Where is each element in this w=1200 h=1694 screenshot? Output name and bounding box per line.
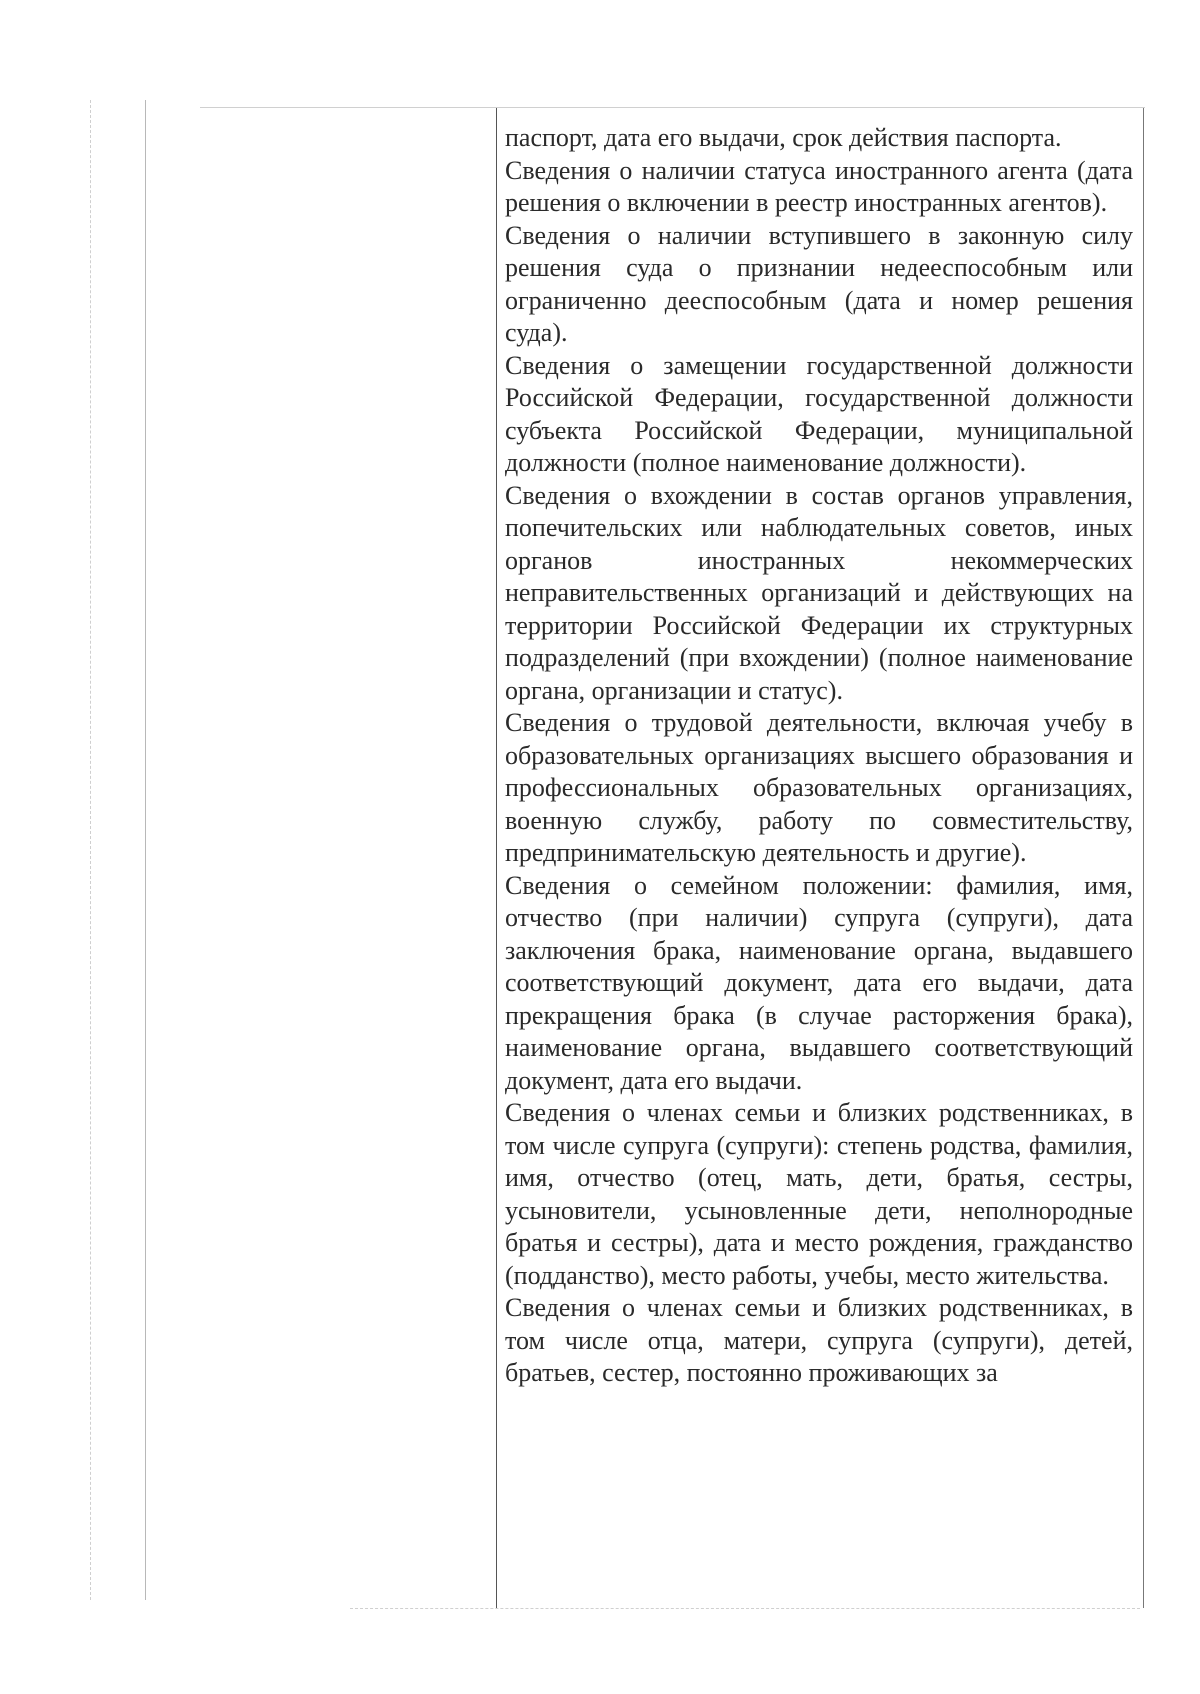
paragraph: Сведения о семейном положении: фамилия, имя, отчество (при наличии) супруга (супруги), дата заключения брака, наименование органа, выдавшего соответствующий документ, дата его выдачи, дата прекращения брака (в случае расторжения брака), наименование органа, выдавшего соответствующий документ, дата его выдачи.	[505, 870, 1133, 1095]
paragraph: Сведения о наличии вступившего в законную силу решения суда о признании недееспособным или ограниченно дееспособным (дата и номер решения суда).	[505, 220, 1133, 347]
table-bottom-border	[350, 1608, 1140, 1609]
paragraph: Сведения о замещении государственной должности Российской Федерации, государственной должности субъекта Российской Федерации, муниципальной должности (полное наименование должности).	[505, 350, 1133, 477]
table-cell	[496, 108, 1144, 1608]
paragraph: Сведения о вхождении в состав органов управления, попечительских или наблюдательных советов, иных органов иностранных некоммерческих неправительственных организаций и действующих на территории Российской Федерации их структурных подразделений (при вхождении) (полное наименование органа, организации и статус).	[505, 480, 1133, 705]
scan-artifact-line	[90, 100, 91, 1600]
paragraph: Сведения о наличии статуса иностранного агента (дата решения о включении в реестр иностранных агентов).	[505, 155, 1133, 217]
paragraph: Сведения о членах семьи и близких родственниках, в том числе отца, матери, супруга (супруги), детей, братьев, сестер, постоянно проживающих за	[505, 1293, 1133, 1387]
scan-artifact-line	[145, 100, 146, 1600]
cell-text	[505, 122, 1133, 1390]
paragraph: Сведения о членах семьи и близких родственниках, в том числе супруга (супруги): степень родства, фамилия, имя, отчество (отец, мать, дети, братья, сестры, усыновители, усыновленные дети, неполнородные братья и сестры), дата и место рождения, гражданство (подданство), место работы, учебы, место жительства.	[505, 1098, 1133, 1290]
paragraph: Сведения о трудовой деятельности, включая учебу в образовательных организациях высшего образования и профессиональных образовательных организациях, военную службу, работу по совместительству, предпринимательскую деятельность и другие).	[505, 708, 1133, 867]
paragraph: паспорт, дата его выдачи, срок действия паспорта.	[505, 123, 1062, 152]
